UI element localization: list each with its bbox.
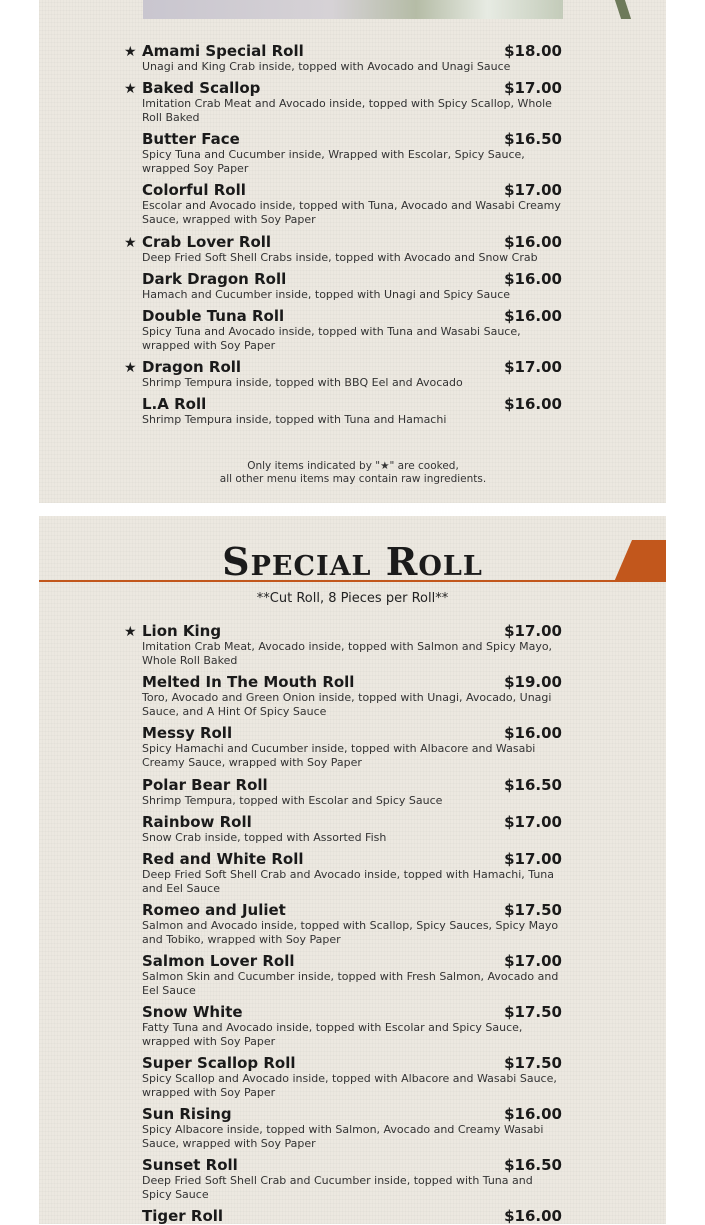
cooked-star-icon: ★ xyxy=(124,44,137,60)
item-name: Dragon Roll xyxy=(142,358,242,376)
item-name: Super Scallop Roll xyxy=(142,1054,296,1072)
item-price: $16.00 xyxy=(504,1105,562,1123)
item-description: Escolar and Avocado inside, topped with Tuna, Avocado and Wasabi Creamy Sauce, wrapped with Soy Paper xyxy=(142,199,561,226)
garnish-leaf xyxy=(615,0,631,19)
item-name: Dark Dragon Roll xyxy=(142,270,287,288)
note-line-2: all other menu items may contain raw ingredients. xyxy=(219,473,487,485)
item-name: Red and White Roll xyxy=(142,850,304,868)
section-subtitle: **Cut Roll, 8 Pieces per Roll** xyxy=(256,591,449,606)
item-name: Crab Lover Roll xyxy=(142,233,272,251)
item-name: Messy Roll xyxy=(142,724,233,742)
item-price: $18.00 xyxy=(504,42,562,60)
item-price: $17.00 xyxy=(504,622,562,640)
item-price: $17.00 xyxy=(504,358,562,376)
item-description: Deep Fried Soft Shell Crabs inside, topped with Avocado and Snow Crab xyxy=(142,251,538,264)
item-description: Unagi and King Crab inside, topped with Avocado and Unagi Sauce xyxy=(142,60,511,73)
cooked-items-note xyxy=(143,460,563,486)
item-description: Fatty Tuna and Avocado inside, topped with Escolar and Spicy Sauce, wrapped with Soy Paper xyxy=(142,1021,523,1048)
item-description: Spicy Scallop and Avocado inside, topped with Albacore and Wasabi Sauce, wrapped with Soy Paper xyxy=(142,1072,557,1099)
item-name: Baked Scallop xyxy=(142,79,261,97)
item-description: Deep Fried Soft Shell Crab and Cucumber inside, topped with Tuna and Spicy Sauce xyxy=(142,1174,533,1201)
item-description: Spicy Tuna and Avocado inside, topped with Tuna and Wasabi Sauce, wrapped with Soy Paper xyxy=(142,325,521,352)
item-name: Tiger Roll xyxy=(142,1207,224,1225)
item-name: L.A Roll xyxy=(142,395,207,413)
item-price: $19.00 xyxy=(504,673,562,691)
item-name: Amami Special Roll xyxy=(142,42,304,60)
item-description: Deep Fried Soft Shell Crab and Avocado inside, topped with Hamachi, Tuna and Eel Sauce xyxy=(142,868,555,895)
item-name: Butter Face xyxy=(142,130,240,148)
item-price: $16.00 xyxy=(504,307,562,325)
item-description: Salmon Skin and Cucumber inside, topped with Fresh Salmon, Avocado and Eel Sauce xyxy=(142,970,559,997)
food-photo xyxy=(143,0,563,19)
item-price: $17.00 xyxy=(504,181,562,199)
item-price: $16.00 xyxy=(504,233,562,251)
item-price: $17.00 xyxy=(504,850,562,868)
section-title: Special Roll xyxy=(222,539,483,584)
item-name: Double Tuna Roll xyxy=(142,307,285,325)
cooked-star-icon: ★ xyxy=(124,81,137,97)
item-description: Imitation Crab Meat, Avocado inside, topped with Salmon and Spicy Mayo, Whole Roll Baked xyxy=(142,640,553,667)
item-name: Rainbow Roll xyxy=(142,813,252,831)
item-name: Salmon Lover Roll xyxy=(142,952,295,970)
item-price: $16.00 xyxy=(504,270,562,288)
cooked-star-icon: ★ xyxy=(124,360,137,376)
item-description: Toro, Avocado and Green Onion inside, topped with Unagi, Avocado, Unagi Sauce, and A Hint Of Spicy Sauce xyxy=(142,691,552,718)
item-description: Snow Crab inside, topped with Assorted Fish xyxy=(142,831,387,844)
item-price: $16.50 xyxy=(504,1156,562,1174)
item-price: $16.50 xyxy=(504,776,562,794)
item-price: $16.00 xyxy=(504,1207,562,1225)
item-price: $17.00 xyxy=(504,79,562,97)
item-description: Hamach and Cucumber inside, topped with Unagi and Spicy Sauce xyxy=(142,288,511,301)
item-name: Sunset Roll xyxy=(142,1156,238,1174)
item-name: Romeo and Juliet xyxy=(142,901,286,919)
item-description: Shrimp Tempura, topped with Escolar and Spicy Sauce xyxy=(142,794,443,807)
item-description: Shrimp Tempura inside, topped with Tuna and Hamachi xyxy=(142,413,447,426)
item-price: $16.00 xyxy=(504,395,562,413)
item-price: $17.00 xyxy=(504,813,562,831)
item-name: Colorful Roll xyxy=(142,181,246,199)
item-description: Salmon and Avocado inside, topped with Scallop, Spicy Sauces, Spicy Mayo and Tobiko, wrapped with Soy Paper xyxy=(142,919,559,946)
item-price: $17.50 xyxy=(504,901,562,919)
item-price: $17.50 xyxy=(504,1003,562,1021)
item-description: Imitation Crab Meat and Avocado inside, topped with Spicy Scallop, Whole Roll Baked xyxy=(142,97,552,124)
cooked-star-icon: ★ xyxy=(124,235,137,251)
item-description: Shrimp Tempura inside, topped with BBQ Eel and Avocado xyxy=(142,376,463,389)
item-name: Lion King xyxy=(142,622,222,640)
item-name: Sun Rising xyxy=(142,1105,232,1123)
item-description: Spicy Albacore inside, topped with Salmon, Avocado and Creamy Wasabi Sauce, wrapped with Soy Paper xyxy=(142,1123,544,1150)
note-line-1: Only items indicated by "★" are cooked, xyxy=(247,460,459,472)
item-description: Spicy Tuna and Cucumber inside, Wrapped with Escolar, Spicy Sauce, wrapped Soy Paper xyxy=(142,148,525,175)
item-price: $16.00 xyxy=(504,724,562,742)
item-description: Spicy Hamachi and Cucumber inside, topped with Albacore and Wasabi Creamy Sauce, wrapped with Soy Paper xyxy=(142,742,536,769)
item-name: Polar Bear Roll xyxy=(142,776,268,794)
item-price: $16.50 xyxy=(504,130,562,148)
item-name: Melted In The Mouth Roll xyxy=(142,673,355,691)
item-price: $17.50 xyxy=(504,1054,562,1072)
item-name: Snow White xyxy=(142,1003,243,1021)
menu-panel-special-roll xyxy=(39,516,666,1224)
menu-panel-top xyxy=(39,0,666,503)
cooked-star-icon: ★ xyxy=(124,624,137,640)
item-price: $17.00 xyxy=(504,952,562,970)
